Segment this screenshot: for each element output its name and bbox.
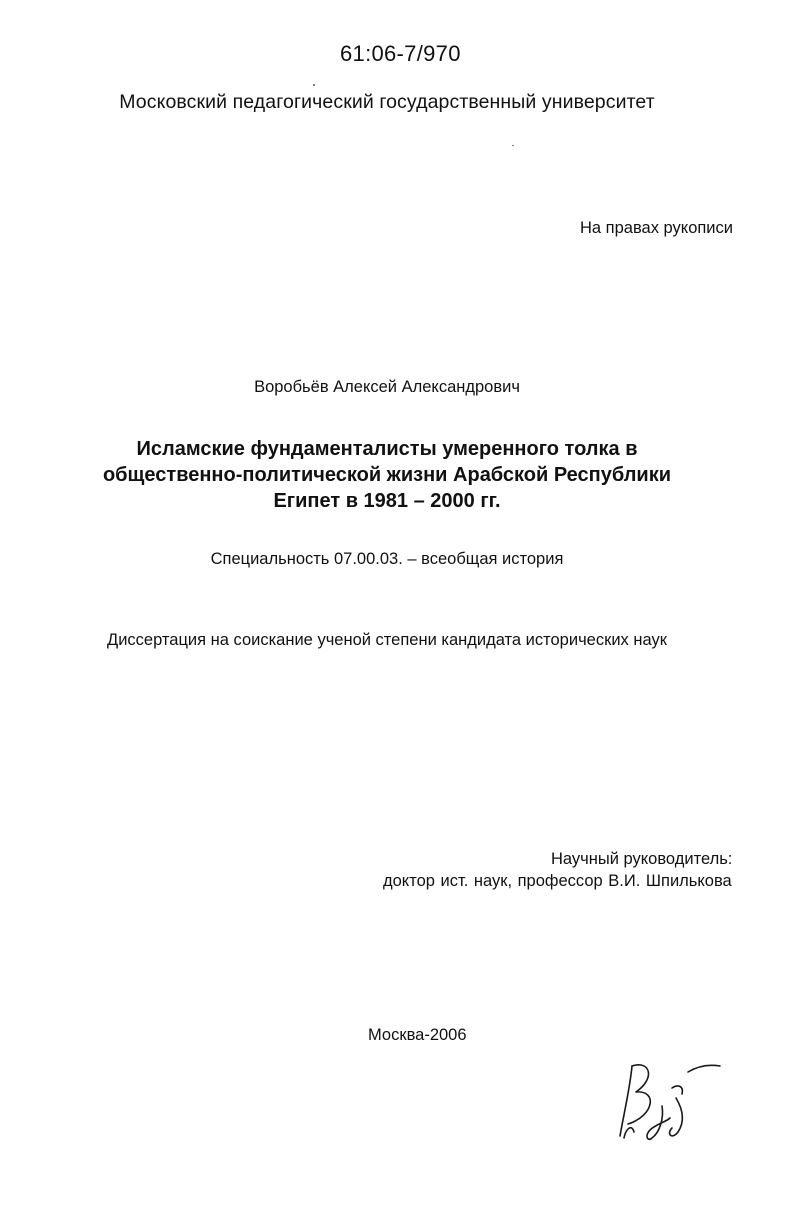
- scan-speck: [313, 84, 315, 86]
- degree-statement: Диссертация на соискание ученой степени кандидата исторических наук: [107, 631, 667, 649]
- university-name: Московский педагогический государственный университет: [119, 91, 655, 113]
- title-line-3: Египет в 1981 – 2000 гг.: [273, 490, 501, 512]
- scan-speck: [512, 145, 514, 146]
- title-line-2: общественно-политической жизни Арабской Республики: [102, 464, 672, 486]
- author-name: Воробьёв Алексей Александрович: [254, 378, 520, 396]
- place-year: Москва-2006: [368, 1026, 467, 1044]
- specialty: Специальность 07.00.03. – всеобщая история: [210, 550, 564, 568]
- catalog-number: 61:06-7/970: [340, 41, 461, 66]
- dissertation-title: [0, 436, 794, 514]
- supervisor-name: доктор ист. наук, профессор В.И. Шпилькова: [383, 872, 732, 890]
- handwritten-signature-icon: [610, 1058, 730, 1148]
- manuscript-note: На правах рукописи: [580, 219, 733, 237]
- supervisor-label: Научный руководитель:: [551, 850, 733, 868]
- title-line-1: Исламские фундаменталисты умеренного толка в: [136, 438, 638, 460]
